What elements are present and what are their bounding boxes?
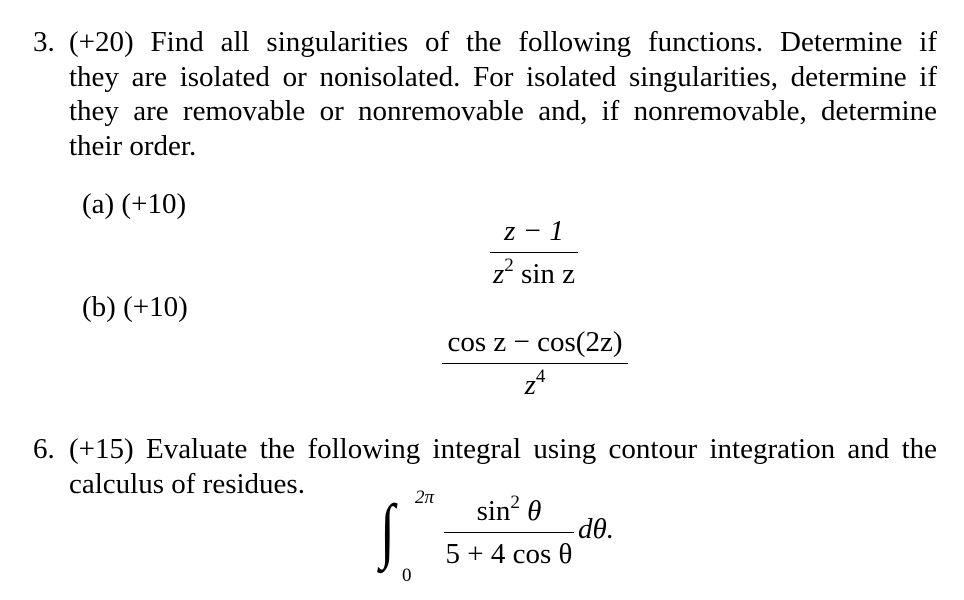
integral-differential: dθ. [578,513,614,545]
integrand-num-var: θ [519,495,542,527]
fraction-b-bar [442,363,628,364]
problem-3 [33,25,937,163]
problem-6 [33,432,937,501]
fraction-b-denominator [442,366,628,401]
fraction-a [490,216,578,289]
problem-3-line-4: their order. [69,129,197,162]
problem-3-number: 3. [33,26,55,58]
fraction-a-denominator [490,255,578,290]
part-b-label: (b) (+10) [82,291,188,323]
problem-6-line-2: calculus of residues. [69,467,305,500]
integrand-denominator: 5 + 4 cos θ [445,538,573,570]
fraction-a-numerator: z − 1 [504,215,564,247]
integrand-fraction [444,492,574,570]
fraction-a-den-rest: sin z [513,258,575,290]
integral-sign: ∫ [380,490,395,570]
problem-3-line-2: they are isolated or nonisolated. For isolated singularities, determine if [69,60,937,93]
problem-3-line-1: (+20) Find all singularities of the following functions. Determine if [69,26,937,58]
fraction-b [442,327,628,400]
problem-3-line-3: they are removable or nonremovable and, if nonremovable, determine [69,95,937,127]
problem-6-number: 6. [33,433,55,465]
integrand-numerator [444,492,574,527]
integrand-num-fn: sin [476,495,511,527]
part-a-label: (a) (+10) [82,188,187,220]
fraction-a-bar [490,252,578,253]
fraction-a-den-base: z [492,258,505,290]
fraction-b-den-exp: 4 [535,366,546,387]
integral-lower-limit: 0 [402,565,412,586]
problem-6-line-1: (+15) Evaluate the following integral using contour integration and the [69,433,937,465]
integrand-num-exp: 2 [510,492,520,513]
integrand-bar [444,532,574,533]
fraction-b-den-base: z [524,369,536,401]
fraction-a-den-exp: 2 [504,255,514,276]
integral-upper-limit: 2π [415,487,435,508]
fraction-b-numerator: cos z − cos(2z) [447,326,623,358]
